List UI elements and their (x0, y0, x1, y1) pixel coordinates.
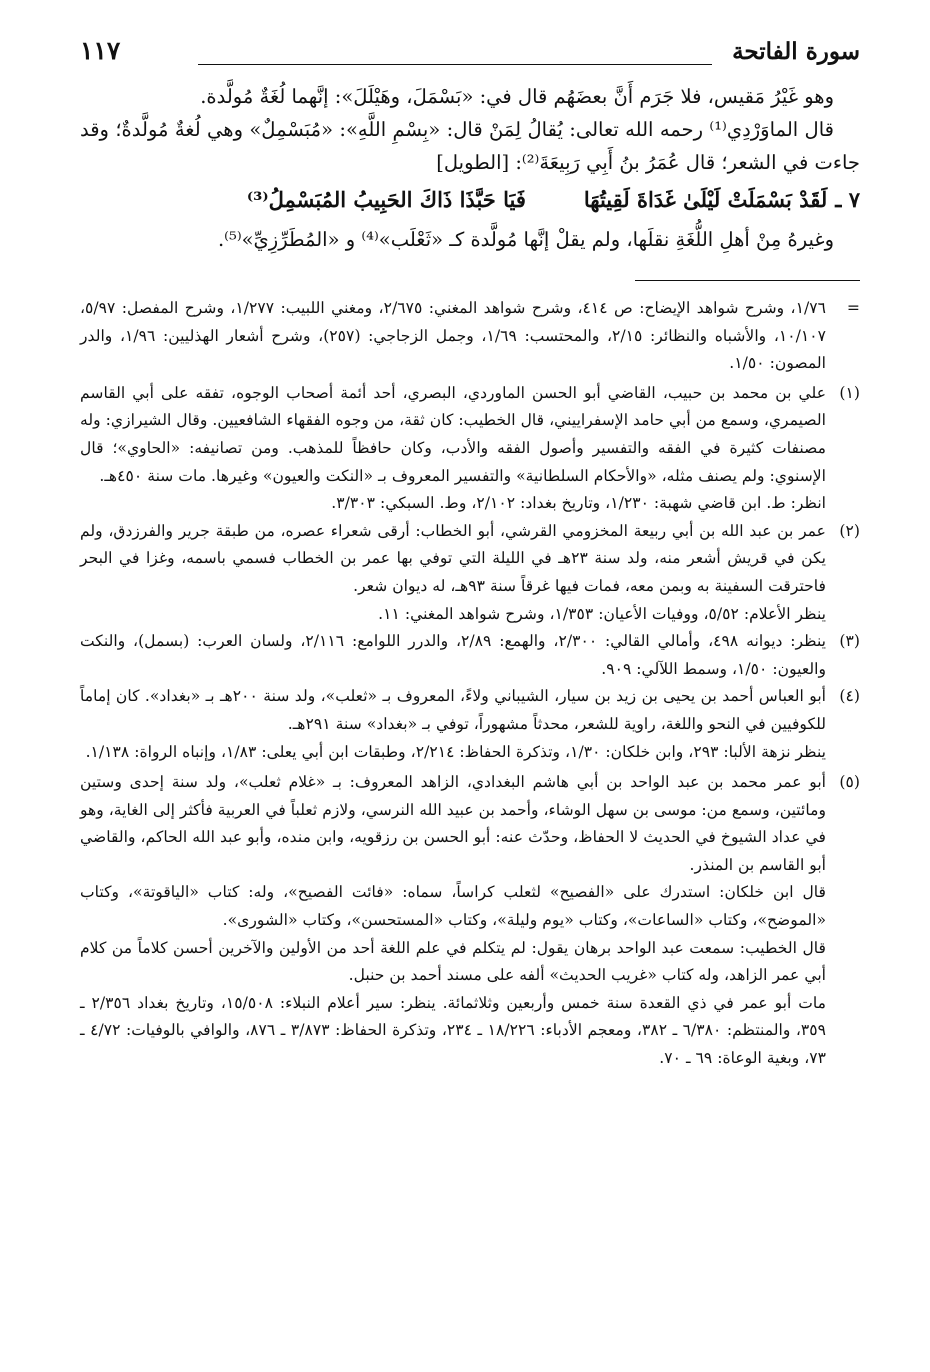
footnote-text: عمر بن عبد الله بن أبي ربيعة المخزومي القرشي، أبو الخطاب: أرقى شعراء عصره، من طبقة جرير والفرزدق، ولم يكن في قريش أشعر منه، ولد سنة ٢٣هـ في الليلة التي توفي بها عمر بن الخطاب فسمي باسمه، وغزا في البحر فاحترقت السفينة به وبمن معه، فمات فيها غرقاً سنة ٩٣هـ، له ديوان شعر. (80, 521, 826, 595)
footnote-separator (635, 280, 860, 281)
main-paragraph-1: وهو غَيْرُ مَقيس، فلا جَرَم أَنَّ بعضَهُم قال في: «بَسْمَلَ، وهَيْلَلَ»: إنَّهما لُغَةٌ مُولَّدة. (200, 85, 834, 108)
footnote-continuation (80, 295, 860, 378)
footnote-marker: (٤) (839, 687, 860, 706)
footnote-paragraph: مات أبو عمر في ذي القعدة سنة خمس وأربعين وثلاثمائة. ينظر: سير أعلام النبلاء: ١٥/٥٠٨، وتاريخ بغداد ٢/٣٥٦ ـ ٣٥٩، والمنتظم: ٦/٣٨٠ ـ ٣٨٢، ومعجم الأدباء: ١٨/٢٢٦ ـ ٢٣٤، وتذكرة الحفاظ: ٣/٨٧٣ ـ ٨٧٦، والوافي بالوفيات: ٤/٧٢ ـ ٧٣، وبغية الوعاة: ٦٩ ـ ٧٠. (80, 993, 827, 1068)
footnote-paragraph: قال الخطيب: سمعت عبد الواحد برهان يقول: لم يتكلم في علم اللغة أحد من الأولين والآخرين أحسن كلاماً من كلام أبي عمر الزاهد، وله كتاب «غريب الحديث» ألفه على مسند أحمد بن حنبل. (80, 938, 826, 985)
footnote-text: ينظر: ديوانه ٤٩٨، وأمالي القالي: ٢/٣٠٠، والهمع: ٢/٨٩، والدرر اللوامع: ٢/١١٦، ولسان العرب: (بسمل)، والنكت والعيون: ١/٥٠، وسمط اللآلي: ٩٠٩. (80, 632, 826, 678)
footnotes (80, 295, 860, 1073)
footnote-2 (80, 518, 860, 628)
footnote-marker: (٥) (839, 773, 860, 792)
header-rule (198, 64, 712, 65)
running-header (80, 30, 860, 80)
footnote-1 (80, 380, 860, 518)
footnote-text: علي بن محمد بن حبيب، القاضي أبو الحسن الماوردي، البصري، أحد أئمة أصحاب الوجوه، تفقه على أبي القاسم الصيمري، وسمع من أبي حامد الإسفراييني، قال الخطيب: كان ثقة، من وجوه الفقهاء الشافعيين. وقال الشيرازي: وله مصنفات كثيرة في الفقه والتفسير وأصول الفقه والأدب، وكان حافظاً للمذهب. ومن تصانيفه: «الحاوي»؛ قال الإسنوي: ولم يصنف مثله، «والأحكام السلطانية» والتفسير المعروف بـ «النكت والعيون» وغيرها. مات سنة ٤٥٠هـ. (80, 383, 826, 485)
footnote-marker: (١) (839, 383, 860, 402)
footnote-marker: = (846, 299, 860, 317)
footnote-marker: (٣) (839, 632, 860, 651)
footnote-reference: ينظر الأعلام: ٥/٥٢، ووفيات الأعيان: ١/٣٥٣، وشرح شواهد المغني: ١١. (378, 604, 826, 623)
verse-number: ٧ ـ (835, 187, 860, 212)
footnote-reference: ينظر نزهة الألبا: ٢٩٣، وابن خلكان: ١/٣٠، وتذكرة الحفاظ: ٢/٢١٤، وطبقات ابن أبي يعلى: ١/٨٣، وإنباه الرواة: ١/١٣٨. (85, 742, 826, 761)
footnote-marker: (٢) (839, 521, 860, 540)
surah-title: سورة الفاتحة (732, 38, 860, 65)
main-paragraph-2: قال الماوَرْدِي⁽¹⁾ رحمه الله تعالى: يُقالُ لِمَنْ قال: «بِسْمِ اللَّهِ»: «مُبَسْمِلٌ» وهي لُغةٌ مُولَّدةٌ؛ وقد جاءت في الشعر؛ قال عُمَرُ بنُ أَبِي رَبِيعَةَ⁽²⁾: [الطويل] (80, 118, 860, 174)
footnote-3 (80, 628, 860, 683)
footnote-text: أبو العباس أحمد بن يحيى بن زيد بن سيار، الشيباني ولاءً، المعروف بـ «ثعلب»، ولد سنة ٢٠٠هـ بـ «بغداد». كان إماماً للكوفيين في النحو واللغة، راوية للشعر، محدثاً مشهوراً، توفي بـ «بغداد» سنة ٢٩١هـ. (80, 687, 826, 733)
verse-hemistich-1: لَقَدْ بَسْمَلَتْ لَيْلَىٰ غَدَاةَ لَقِيتُهَا (583, 187, 828, 212)
verse-hemistich-2: فَيَا حَبَّذَا ذَاكَ الحَبِيبُ المُبَسْمِلُ⁽³⁾ (246, 187, 526, 212)
main-text (80, 80, 860, 256)
footnote-text: ١/٧٦، وشرح شواهد الإيضاح: ص ٤١٤، وشرح شواهد المغني: ٢/٦٧٥، ومغني اللبيب: ١/٢٧٧، وشرح المفصل: ٥/٩٧، ١٠/١٠٧، والأشباه والنظائر: ٢/١٥، والمحتسب: ١/٦٩، وجمل الزجاجي: (٢٥٧)، وشرح أشعار الهذليين: ١/٩٦، والدر المصون: ١/٥٠. (80, 299, 827, 373)
poetry-verse (80, 181, 860, 219)
footnote-paragraph: قال ابن خلكان: استدرك على «الفصيح» لثعلب كراساً، سماه: «فائت الفصيح»، وله: كتاب «الياقوتة»، وكتاب «الموضح»، وكتاب «الساعات»، وكتاب «يوم وليلة»، وكتاب «المستحسن»، وكتاب «الشورى». (80, 883, 826, 930)
footnote-text: أبو عمر محمد بن عبد الواحد بن أبي هاشم البغدادي، الزاهد المعروف: بـ «غلام ثعلب»، ولد سنة إحدى وستين ومائتين، وسمع من: موسى بن سهل الوشاء، وأحمد بن عبيد الله النرسي، ولازم ثعلباً في العربية فأكثر إلى الغاية، وهو في عداد الشيوخ في الحديث لا الحفاظ، وحدّث عنه: أبو الحسن بن رزقويه، وابن منده، وأبو عبد الله الحاكم، والقاضي أبو القاسم بن المنذر. (80, 773, 827, 874)
footnote-reference: انظر: ط. ابن قاضي شهبة: ١/٢٣٠، وتاريخ بغداد: ٢/١٠٢، وط. السبكي: ٣/٣٠٣. (331, 494, 826, 513)
main-paragraph-3: وغيرهُ مِنْ أهلِ اللُّغَةِ نقلَها، ولم يقلْ إنَّها مُولَّدة كـ «ثَعْلَب»⁽⁴⁾ و «المُطَرِّزِيِّ»⁽⁵⁾. (217, 228, 834, 251)
footnote-5 (80, 769, 860, 1073)
page-number: ١١٧ (80, 36, 121, 65)
footnote-4 (80, 683, 860, 766)
